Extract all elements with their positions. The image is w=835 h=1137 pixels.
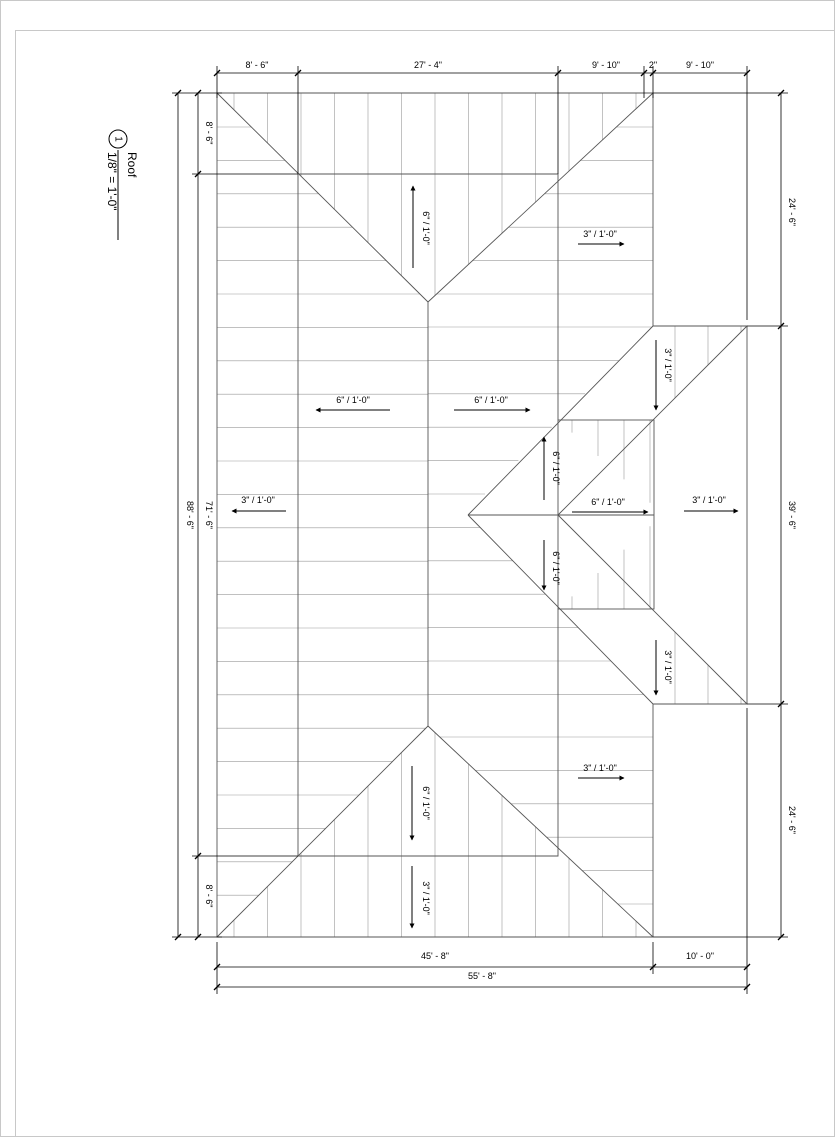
view-title xyxy=(105,130,139,240)
slope-arrows xyxy=(232,186,738,928)
slope-wing-upper: 3" / 1'-0" xyxy=(663,348,673,382)
dimension-labels xyxy=(185,60,797,981)
dim-right-wing: 39' - 6" xyxy=(787,501,797,529)
slope-bottom-hip: 6" / 1'-0" xyxy=(421,786,431,820)
dim-top-left-overhang: 8' - 6" xyxy=(245,60,269,70)
slope-bottom-right: 3" / 1'-0" xyxy=(583,763,617,773)
slope-bottom-eave: 3" / 1'-0" xyxy=(421,881,431,915)
slope-dormer-upper: 6" / 1'-0" xyxy=(551,451,561,485)
slope-dormer-center: 6" / 1'-0" xyxy=(591,497,625,507)
hip-lines xyxy=(217,93,747,937)
dim-bottom-wing: 10' - 0" xyxy=(686,951,714,961)
dim-bottom-main: 45' - 8" xyxy=(421,951,449,961)
dim-bottom-overall: 55' - 8" xyxy=(468,971,496,981)
dim-top-right-main: 9' - 10" xyxy=(592,60,620,70)
slope-top-hip: 6" / 1'-0" xyxy=(421,211,431,245)
slope-dormer-lower: 6" / 1'-0" xyxy=(551,551,561,585)
slope-wing-right: 3" / 1'-0" xyxy=(692,495,726,505)
dim-top-center: 27' - 4" xyxy=(414,60,442,70)
slope-left-main: 6" / 1'-0" xyxy=(336,395,370,405)
view-scale: 1/8" = 1'-0" xyxy=(105,152,119,211)
slope-wing-lower: 3" / 1'-0" xyxy=(663,650,673,684)
dim-left-overall: 88' - 6" xyxy=(185,501,195,529)
dim-left-main: 71' - 6" xyxy=(204,501,214,529)
dim-right-lower: 24' - 6" xyxy=(787,806,797,834)
dim-right-upper: 24' - 6" xyxy=(787,198,797,226)
sheet-inner-border xyxy=(16,31,835,1137)
dimension-ticks xyxy=(175,70,784,990)
wing-perimeter xyxy=(653,326,747,704)
dim-left-top-overhang: 8' - 6" xyxy=(204,121,214,145)
dim-left-bottom-overhang: 8' - 6" xyxy=(204,884,214,908)
dim-top-wall: 2" xyxy=(648,60,658,70)
slope-left-eave: 3" / 1'-0" xyxy=(241,495,275,505)
view-number: 1 xyxy=(112,136,124,142)
slope-right-main: 6" / 1'-0" xyxy=(474,395,508,405)
dormer-box xyxy=(558,420,654,609)
dimension-lines xyxy=(172,66,788,994)
dim-top-wing: 9' - 10" xyxy=(686,60,714,70)
view-name: Roof xyxy=(125,152,139,178)
slope-top-right: 3" / 1'-0" xyxy=(583,229,617,239)
